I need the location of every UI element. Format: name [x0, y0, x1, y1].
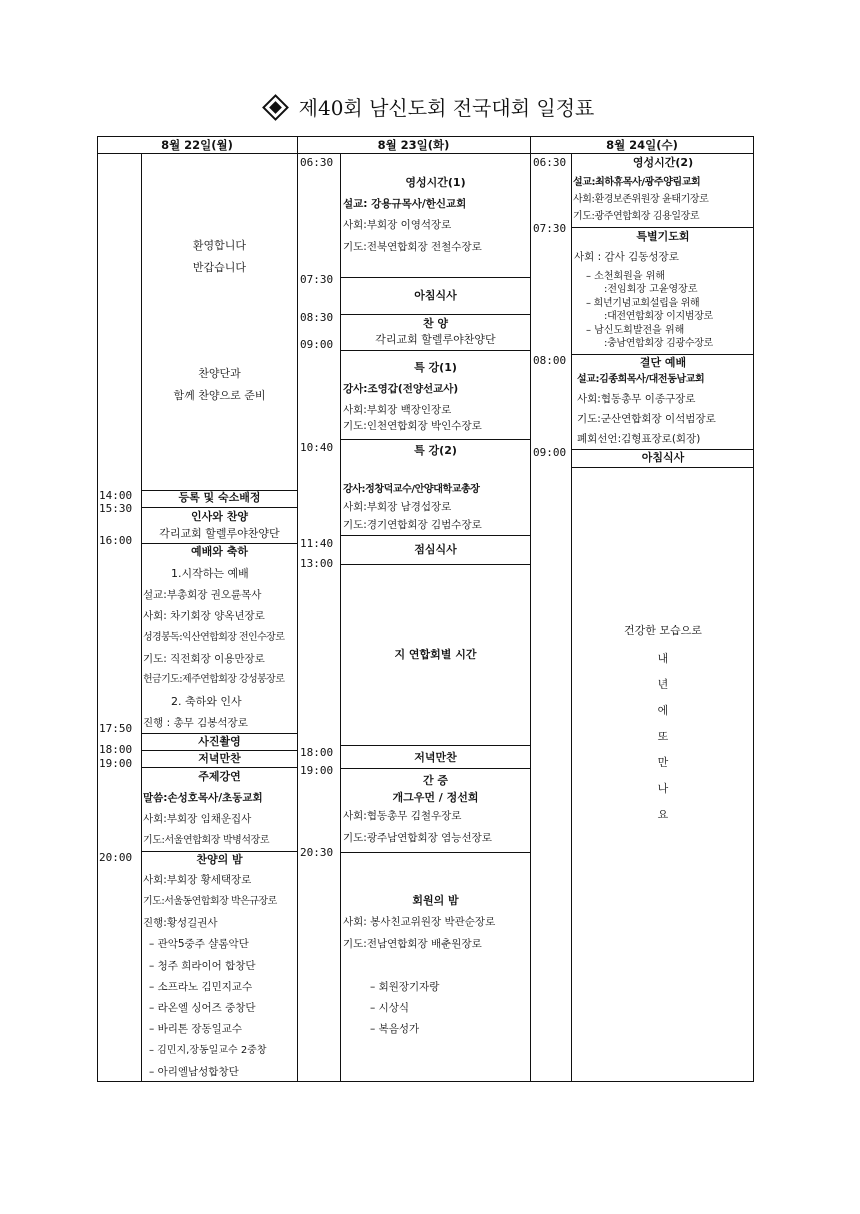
members-night-item: – 복음성가	[370, 1023, 420, 1035]
grid-line	[141, 153, 142, 1082]
choir-text: 찬양단과	[198, 367, 241, 380]
page-title-wrap	[0, 92, 860, 121]
farewell-char: 년	[657, 678, 669, 691]
farewell-char: 또	[657, 730, 669, 743]
time-label: 07:30	[533, 222, 567, 235]
spirit-title: 영성시간(2)	[632, 156, 694, 169]
grid-line	[340, 350, 530, 351]
prayer-item: – 남신도회발전을 위해	[586, 325, 685, 336]
grid-line	[297, 136, 298, 1082]
night-title: 찬양의 밤	[196, 853, 243, 866]
time-label: 08:00	[533, 354, 567, 367]
time-label: 07:30	[300, 273, 334, 286]
time-label: 17:50	[99, 722, 133, 735]
spirit-item: 사회:부회장 이영석장로	[343, 219, 452, 231]
time-label: 20:00	[99, 851, 133, 864]
testimony-title: 간 증	[422, 774, 449, 787]
special-lecture-1-item: 기도:인천연합회장 박인수장로	[343, 420, 482, 432]
time-label: 20:30	[300, 846, 334, 859]
prayer-item: – 희년기념교회설립을 위해	[586, 298, 700, 309]
special-lecture-1-item: 사회:부회장 백장인장로	[343, 404, 452, 416]
time-label: 09:00	[300, 338, 334, 351]
grid-line	[340, 852, 530, 853]
day-header-3: 8월 24일(수)	[606, 138, 678, 152]
night-item: 사회:부회장 황세택장로	[143, 874, 252, 886]
special-lecture-2-item: 강사:정창덕교수/안양대학교총장	[343, 484, 480, 495]
night-item: – 라온엘 싱어즈 중창단	[149, 1002, 256, 1014]
time-label: 10:40	[300, 441, 334, 454]
members-night-item: – 회원장기자랑	[370, 981, 440, 993]
spirit-item: 사회:환경보존위원장 윤태기장로	[573, 194, 709, 205]
members-night-item: 기도:전남연합회장 배춘원장로	[343, 938, 482, 950]
diamond-bullet-icon	[262, 94, 289, 121]
members-night-item: 사회: 봉사친교위원장 박관순장로	[343, 916, 496, 928]
time-label: 19:00	[300, 764, 334, 777]
welcome-text: 환영합니다	[192, 239, 247, 252]
night-item: – 소프라노 김민지교수	[149, 981, 253, 993]
worship-item: 2. 축하와 인사	[171, 695, 242, 708]
breakfast: 아침식사	[414, 289, 457, 302]
special-lecture-2-item: 기도:경기연합회장 김범수장로	[343, 519, 482, 531]
closing-worship-title: 결단 예배	[639, 356, 687, 369]
grid-line	[340, 768, 530, 769]
members-night-item: – 시상식	[370, 1002, 410, 1014]
day-header-2: 8월 23일(화)	[377, 138, 450, 152]
grid-line	[141, 507, 298, 508]
special-lecture-2-title: 특 강(2)	[414, 444, 457, 457]
prayer-title: 특별기도회	[636, 230, 690, 243]
worship-item: 설교:부총회장 권오륜목사	[143, 589, 262, 601]
farewell-char: 나	[657, 782, 669, 795]
grid-line	[141, 750, 298, 751]
dinner: 저녁만찬	[414, 751, 457, 764]
worship-item: 헌금기도:제주연합회장 강성봉장로	[143, 674, 285, 685]
grid-line	[571, 227, 754, 228]
grid-line	[340, 314, 530, 315]
time-label: 14:00	[99, 489, 133, 502]
grid-line	[571, 449, 754, 450]
grid-line	[141, 733, 298, 734]
lecture-item: 말씀:손성호목사/초동교회	[143, 792, 263, 804]
testimony-item: 사회:협동총무 김철우장로	[343, 810, 462, 822]
spirit-item: 기도:광주연합회장 김용일장로	[573, 211, 700, 222]
spirit-item: 설교:최하휴목사/광주양림교회	[573, 177, 701, 188]
spirit-item: 설교: 강용규목사/한신교회	[343, 198, 467, 210]
worship-item: 1.시작하는 예배	[171, 567, 249, 580]
regional-time: 지 연합회별 시간	[394, 648, 477, 661]
special-lecture-2-item: 사회:부회장 남경섭장로	[343, 501, 452, 513]
time-label: 13:00	[300, 557, 334, 570]
night-item: – 바리톤 장동일교수	[149, 1023, 243, 1035]
closing-worship-item: 설교:김종희목사/대전동남교회	[577, 374, 705, 385]
worship-item: 성경봉독:익산연합회장 전인수장로	[143, 632, 285, 643]
grid-line	[571, 354, 754, 355]
night-item: 기도:서울동연합회장 박은규장로	[143, 896, 277, 907]
dinner: 저녁만찬	[198, 752, 241, 765]
grid-line	[340, 564, 530, 565]
photo: 사진촬영	[198, 735, 241, 748]
worship-item: 기도: 직전회장 이용만장로	[143, 653, 265, 665]
time-label: 18:00	[300, 746, 334, 759]
farewell-char: 요	[657, 808, 669, 821]
time-label: 11:40	[300, 537, 334, 550]
farewell-char: 내	[657, 652, 669, 665]
closing-worship-item: 기도:군산연합회장 이석범장로	[577, 413, 716, 425]
grid-line	[571, 467, 754, 468]
prayer-item: :전임회장 고윤영장로	[604, 284, 698, 295]
night-item: – 김민지,장동일교수 2중창	[149, 1045, 267, 1056]
greeting-title: 인사와 찬양	[191, 510, 248, 523]
closing-worship-item: 사회:협동총무 이종구장로	[577, 393, 696, 405]
farewell-text: 건강한 모습으로	[624, 624, 702, 637]
grid-line	[141, 767, 298, 768]
testimony-item: 기도:광주남연합회장 염능선장로	[343, 832, 492, 844]
praise-title: 찬 양	[422, 317, 449, 330]
prayer-item: – 소천회원을 위해	[586, 271, 665, 282]
grid-line	[340, 439, 530, 440]
time-label: 06:30	[300, 156, 334, 169]
time-label: 19:00	[99, 757, 133, 770]
prayer-item: :충남연합회장 김광수장로	[604, 338, 713, 349]
testimony-sub: 개그우먼 / 정선희	[392, 791, 479, 804]
closing-worship-item: 폐회선언:김형표장로(회장)	[577, 433, 701, 445]
time-label: 18:00	[99, 743, 133, 756]
day-header-1: 8월 22일(월)	[161, 138, 233, 152]
night-item: – 청주 희라이어 합창단	[149, 960, 256, 972]
time-label: 06:30	[533, 156, 567, 169]
page-title: 제40회 남신도회 전국대회 일정표	[298, 96, 595, 120]
grid-line	[141, 851, 298, 852]
lunch: 점심식사	[414, 543, 457, 556]
spirit-item: 기도:전북연합회장 전철수장로	[343, 241, 482, 253]
worship-title: 예배와 축하	[191, 545, 248, 558]
grid-line	[340, 745, 530, 746]
special-lecture-1-title: 특 강(1)	[414, 361, 457, 374]
grid-line	[340, 277, 530, 278]
night-item: – 아리엘남성합창단	[149, 1066, 239, 1078]
farewell-char: 에	[657, 704, 669, 717]
night-item: – 관악5중주 샬롬악단	[149, 938, 249, 950]
worship-item: 진행 : 총무 김봉석장로	[143, 717, 248, 729]
choir-text: 함께 찬양으로 준비	[173, 389, 266, 402]
spirit-title: 영성시간(1)	[405, 176, 466, 189]
prayer-item: 사회 : 감사 김동성장로	[574, 251, 679, 263]
header-divider	[97, 153, 754, 154]
welcome-text: 반갑습니다	[192, 261, 247, 274]
farewell-char: 만	[657, 756, 669, 769]
time-label: 09:00	[533, 446, 567, 459]
registration: 등록 및 숙소배정	[178, 491, 261, 504]
night-item: 진행:황성길권사	[143, 917, 218, 929]
breakfast: 아침식사	[641, 451, 685, 464]
members-night-title: 회원의 밤	[412, 894, 459, 907]
worship-item: 사회: 차기회장 양옥년장로	[143, 610, 265, 622]
prayer-item: :대전연합회장 이지범장로	[604, 311, 713, 322]
praise-sub: 각리교회 할렐루야찬양단	[375, 333, 496, 346]
lecture-item: 사회:부회장 임채운집사	[143, 813, 252, 825]
time-label: 08:30	[300, 311, 334, 324]
time-label: 15:30	[99, 502, 133, 515]
greeting-sub: 각리교회 할렐루야찬양단	[159, 527, 280, 540]
grid-line	[141, 543, 298, 544]
lecture-item: 기도:서울연합회장 박병석장로	[143, 835, 270, 846]
grid-line	[571, 153, 572, 1082]
grid-line	[340, 535, 530, 536]
grid-line	[530, 136, 531, 1082]
time-label: 16:00	[99, 534, 133, 547]
special-lecture-1-item: 강사:조영갑(전양선교사)	[343, 383, 459, 395]
lecture-title: 주제강연	[198, 770, 241, 783]
